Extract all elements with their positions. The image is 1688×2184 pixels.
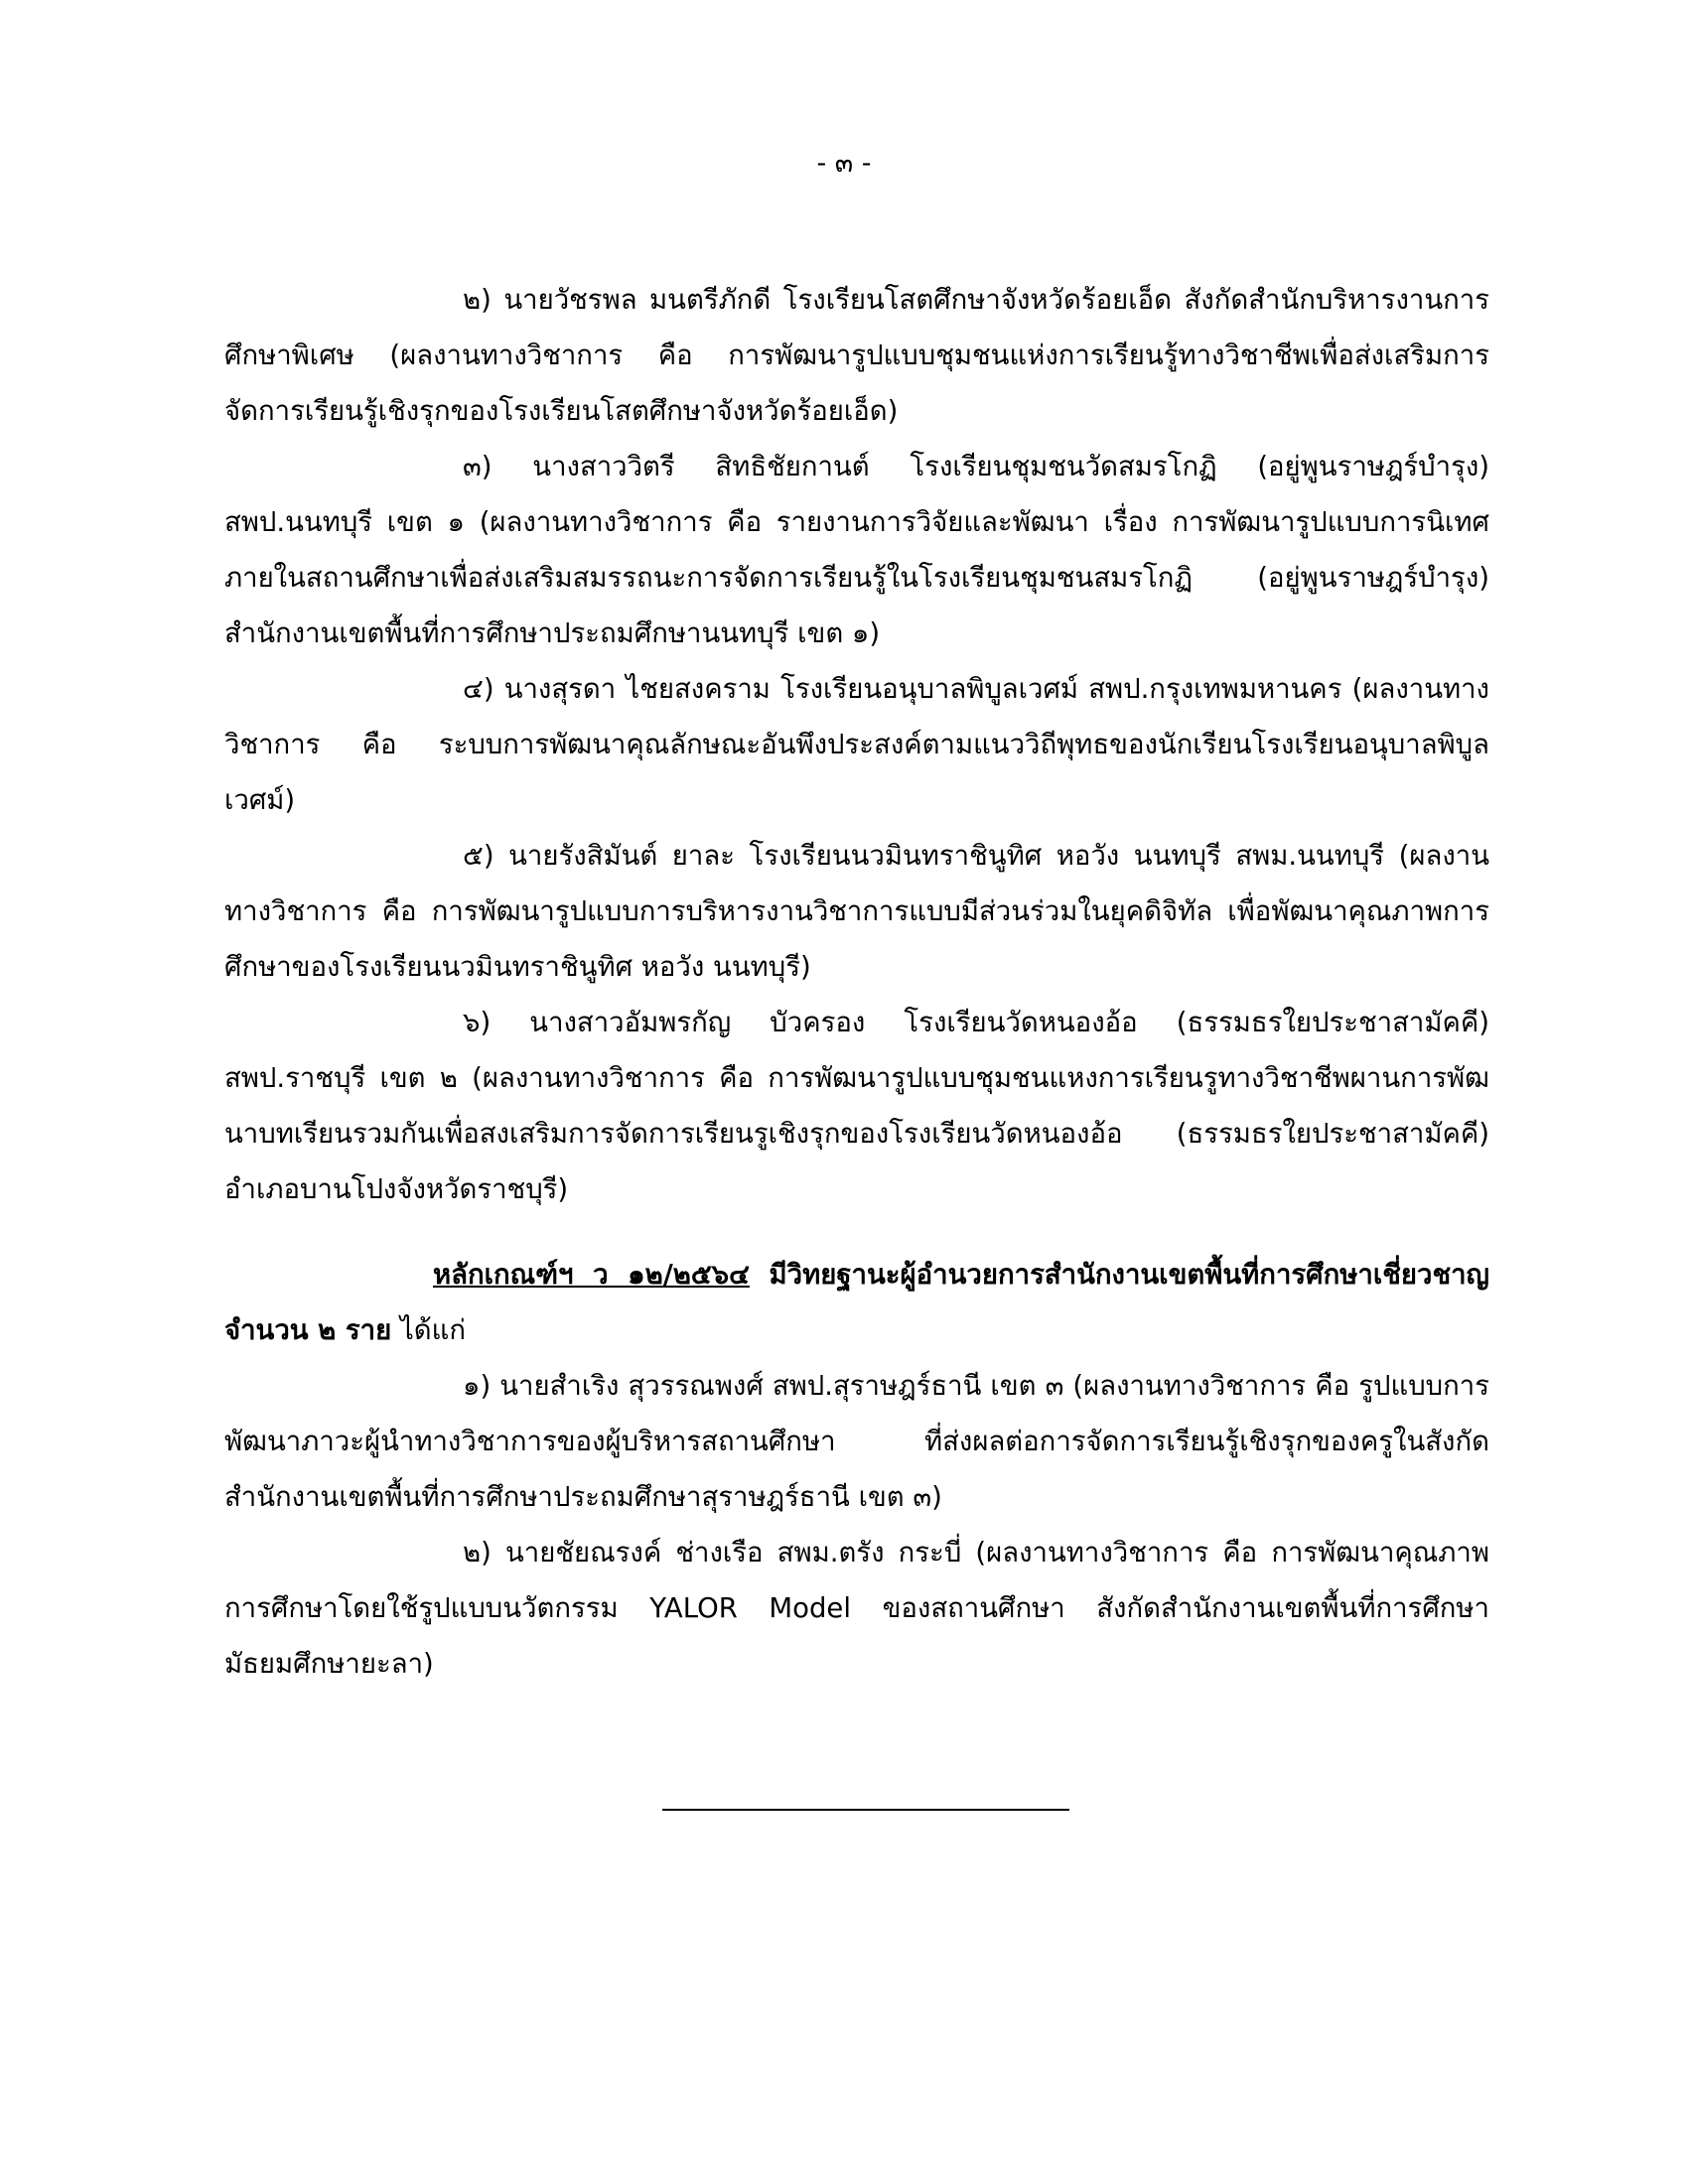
list-item: ๑) นายสำเริง สุวรรณพงศ์ สพป.สุราษฎร์ธานี เขต ๓ (ผลงานทางวิชาการ คือ รูปแบบการพัฒนาภาวะผู้นำทางวิชาการของผู้บริหารสถานศึกษา ที่ส่งผลต่อการจัดการเรียนรู้เชิงรุกของครูในสังกัดสำนักงานเขตพื้นที่การศึกษาประถมศึกษาสุราษฎร์ธานี เขต ๓) [224,1370,1489,1513]
criteria-reference: หลักเกณฑ์ฯ ว ๑๒/๒๕๖๔ [433,1259,750,1291]
document-body [224,272,1489,1692]
section-gap [224,1217,1489,1247]
list-item: ๔) นางสุรดา ไชยสงคราม โรงเรียนอนุบาลพิบูลเวศม์ สพป.กรุงเทพมหานคร (ผลงานทางวิชาการ คือ ระบบการพัฒนาคุณลักษณะอันพึงประสงค์ตามแนววิถีพุทธของนักเรียนโรงเรียนอนุบาลพิบูลเวศม์) [224,673,1489,816]
list-item: ๕) นายรังสิมันต์ ยาละ โรงเรียนนวมินทราชินูทิศ หอวัง นนทบุรี สพม.นนทบุรี (ผลงานทางวิชาการ คือ การพัฒนารูปแบบการบริหารงานวิชาการแบบมีส่วนร่วมในยุคดิจิทัล เพื่อพัฒนาคุณภาพการศึกษาของโรงเรียนนวมินทราชินูทิศ หอวัง นนทบุรี) [224,840,1489,983]
closing-divider [662,1809,1069,1811]
list-item: ๓) นางสาววิตรี สิทธิชัยกานต์ โรงเรียนชุมชนวัดสมรโกฏิ (อยู่พูนราษฎร์บำรุง) สพป.นนทบุรี เขต ๑ (ผลงานทางวิชาการ คือ รายงานการวิจัยและพัฒนา เรื่อง การพัฒนารูปแบบการนิเทศภายในสถานศึกษาเพื่อส่งเสริมสมรรถนะการจัดการเรียนรู้ในโรงเรียนชุมชนสมรโกฏิ (อยู่พูนราษฎร์บำรุง) สำนักงานเขตพื้นที่การศึกษาประถมศึกษานนทบุรี เขต ๑) [224,451,1489,649]
list-item: ๖) นางสาวอัมพรกัญ บัวครอง โรงเรียนวัดหนองอ้อ (ธรรมธรใยประชาสามัคคี) สพป.ราชบุรี เขต ๒ (ผลงานทางวิชาการ คือ การพัฒนารูปแบบชุมชนแหงการเรียนรูทางวิชาชีพผานการพัฒนาบทเรียนรวมกันเพื่อสงเสริมการจัดการเรียนรูเชิงรุกของโรงเรียนวัดหนองอ้อ (ธรรมธรใยประชาสามัคคี) อำเภอบานโปงจังหวัดราชบุรี) [224,1007,1489,1205]
section-heading-suffix: ได้แก่ [391,1314,467,1346]
section-heading [224,1247,1489,1358]
list-item: ๒) นายวัชรพล มนตรีภักดี โรงเรียนโสตศึกษาจังหวัดร้อยเอ็ด สังกัดสำนักบริหารงานการศึกษาพิเศษ (ผลงานทางวิชาการ คือ การพัฒนารูปแบบชุมชนแห่งการเรียนรู้ทางวิชาชีพเพื่อส่งเสริมการจัดการเรียนรู้เชิงรุกของโรงเรียนโสตศึกษาจังหวัดร้อยเอ็ด) [224,284,1489,427]
section-heading-text: มีวิทยฐานะผู้อำนวยการสำนักงานเขตพื้นที่การศึกษาเชี่ยวชาญ จำนวน ๒ ราย [224,1259,1489,1346]
page-number: - ๓ - [816,148,872,179]
list-item: ๒) นายชัยณรงค์ ช่างเรือ สพม.ตรัง กระบี่ (ผลงานทางวิชาการ คือ การพัฒนาคุณภาพการศึกษาโดยใช้รูปแบบนวัตกรรม YALOR Model ของสถานศึกษา สังกัดสำนักงานเขตพื้นที่การศึกษามัธยมศึกษายะลา) [224,1537,1489,1680]
